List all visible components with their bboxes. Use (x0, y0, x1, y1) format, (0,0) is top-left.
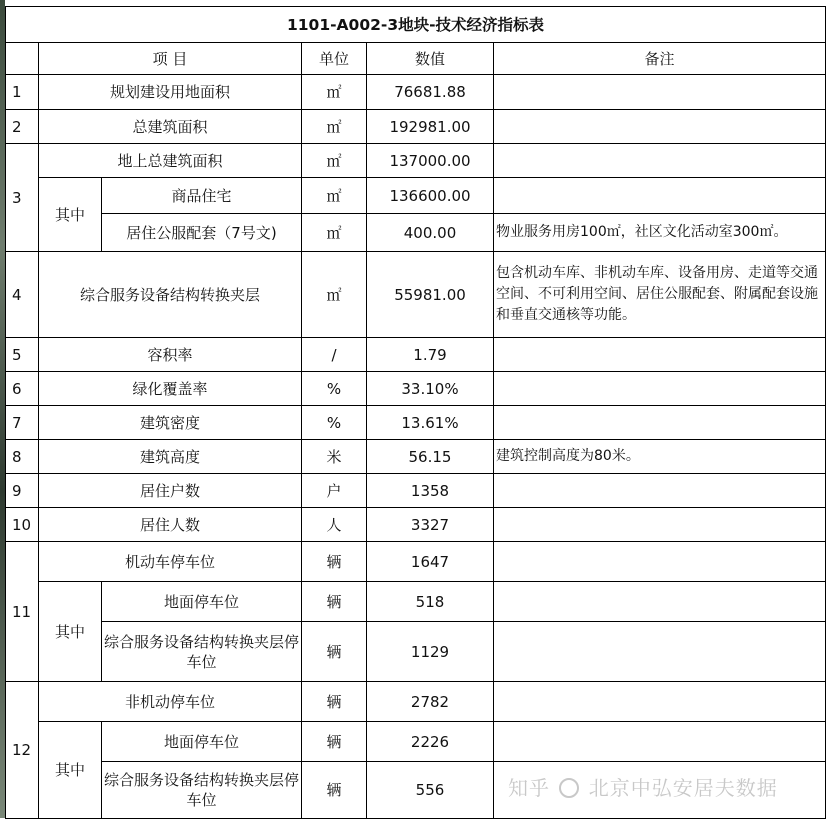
at-icon (559, 778, 579, 798)
row-item: 建筑密度 (39, 406, 302, 440)
header-note: 备注 (494, 43, 826, 75)
row-value: 400.00 (367, 214, 494, 252)
row-index: 9 (6, 474, 39, 508)
row-item: 地上总建筑面积 (39, 144, 302, 178)
row-index: 7 (6, 406, 39, 440)
row-note (494, 622, 826, 682)
row-value: 13.61% (367, 406, 494, 440)
row-index: 3 (6, 144, 39, 252)
tech-economic-table (5, 6, 826, 819)
row-value: 2226 (367, 722, 494, 762)
row-note (494, 682, 826, 722)
row-index: 5 (6, 338, 39, 372)
row-unit: ㎡ (302, 178, 367, 214)
row-unit: 辆 (302, 582, 367, 622)
row-value: 1129 (367, 622, 494, 682)
row-index: 12 (6, 682, 39, 819)
table-row (6, 508, 826, 542)
row-value: 192981.00 (367, 110, 494, 144)
row-unit: 人 (302, 508, 367, 542)
row-note (494, 722, 826, 762)
row-value: 1647 (367, 542, 494, 582)
row-item: 综合服务设备结构转换夹层停车位 (102, 762, 302, 819)
row-item: 地面停车位 (102, 722, 302, 762)
row-value: 3327 (367, 508, 494, 542)
row-item: 地面停车位 (102, 582, 302, 622)
row-unit: 辆 (302, 542, 367, 582)
table-row (6, 178, 826, 214)
table-row (6, 372, 826, 406)
row-note (494, 110, 826, 144)
table-row (6, 214, 826, 252)
table-row (6, 110, 826, 144)
table-row (6, 338, 826, 372)
row-index: 2 (6, 110, 39, 144)
row-index: 1 (6, 75, 39, 110)
row-item: 居住人数 (39, 508, 302, 542)
row-unit: 辆 (302, 682, 367, 722)
subgroup-label: 其中 (39, 722, 102, 819)
row-item: 居住公服配套（7号文) (102, 214, 302, 252)
row-value: 556 (367, 762, 494, 819)
row-unit: 辆 (302, 622, 367, 682)
table-row (6, 542, 826, 582)
row-value: 56.15 (367, 440, 494, 474)
row-unit: 米 (302, 440, 367, 474)
row-index: 11 (6, 542, 39, 682)
row-index: 6 (6, 372, 39, 406)
row-note (494, 144, 826, 178)
row-value: 33.10% (367, 372, 494, 406)
row-unit: % (302, 372, 367, 406)
row-value: 2782 (367, 682, 494, 722)
row-item: 机动车停车位 (39, 542, 302, 582)
table-row (6, 252, 826, 338)
row-note (494, 75, 826, 110)
row-value: 1.79 (367, 338, 494, 372)
row-unit: 户 (302, 474, 367, 508)
row-note (494, 178, 826, 214)
watermark-prefix: 知乎 (508, 776, 550, 800)
row-index: 10 (6, 508, 39, 542)
header-row (6, 43, 826, 75)
row-note: 物业服务用房100㎡，社区文化活动室300㎡。 (494, 214, 826, 252)
row-item: 居住户数 (39, 474, 302, 508)
row-value: 137000.00 (367, 144, 494, 178)
subgroup-label: 其中 (39, 582, 102, 682)
row-unit: ㎡ (302, 75, 367, 110)
table-row (6, 722, 826, 762)
row-item: 规划建设用地面积 (39, 75, 302, 110)
header-unit: 单位 (302, 43, 367, 75)
row-note (494, 406, 826, 440)
row-note (494, 542, 826, 582)
table-row (6, 682, 826, 722)
header-index (6, 43, 39, 75)
header-value: 数值 (367, 43, 494, 75)
row-note: 建筑控制高度为80米。 (494, 440, 826, 474)
watermark (508, 772, 778, 801)
row-value: 136600.00 (367, 178, 494, 214)
table-row (6, 474, 826, 508)
row-value: 518 (367, 582, 494, 622)
row-value: 76681.88 (367, 75, 494, 110)
table-row (6, 144, 826, 178)
row-value: 55981.00 (367, 252, 494, 338)
row-index: 8 (6, 440, 39, 474)
row-item: 建筑高度 (39, 440, 302, 474)
row-note: 包含机动车库、非机动车库、设备用房、走道等交通空间、不可利用空间、居住公服配套、附属配套设施和垂直交通核等功能。 (494, 252, 826, 338)
row-unit: ㎡ (302, 144, 367, 178)
row-value: 1358 (367, 474, 494, 508)
row-unit: ㎡ (302, 214, 367, 252)
table-row (6, 406, 826, 440)
subgroup-label: 其中 (39, 178, 102, 252)
row-unit: % (302, 406, 367, 440)
header-item: 项 目 (39, 43, 302, 75)
row-note (494, 372, 826, 406)
watermark-text: 北京中弘安居夫数据 (588, 776, 778, 800)
row-item: 综合服务设备结构转换夹层 (39, 252, 302, 338)
row-item: 绿化覆盖率 (39, 372, 302, 406)
table-row (6, 440, 826, 474)
row-index: 4 (6, 252, 39, 338)
table-row (6, 582, 826, 622)
row-note (494, 338, 826, 372)
row-item: 商品住宅 (102, 178, 302, 214)
row-unit: 辆 (302, 762, 367, 819)
row-unit: 辆 (302, 722, 367, 762)
row-note (494, 508, 826, 542)
row-unit: ㎡ (302, 252, 367, 338)
row-unit: / (302, 338, 367, 372)
row-item: 总建筑面积 (39, 110, 302, 144)
row-note (494, 474, 826, 508)
row-item: 非机动停车位 (39, 682, 302, 722)
table-title: 1101-A002-3地块-技术经济指标表 (6, 7, 826, 43)
row-item: 综合服务设备结构转换夹层停车位 (102, 622, 302, 682)
table-row (6, 75, 826, 110)
row-item: 容积率 (39, 338, 302, 372)
table-row (6, 622, 826, 682)
row-note (494, 582, 826, 622)
row-unit: ㎡ (302, 110, 367, 144)
